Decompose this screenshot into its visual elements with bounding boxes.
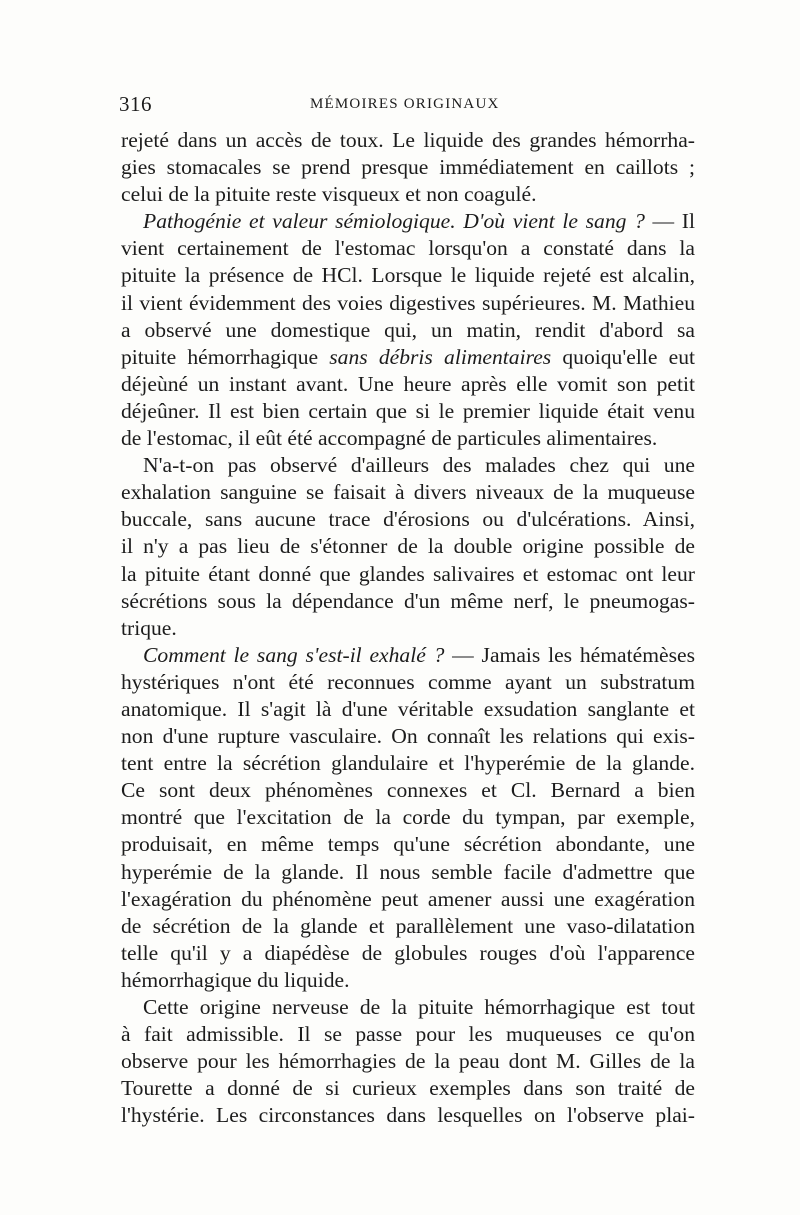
body-text [121,127,695,1129]
text-line: il vient évidemment des voies digestives supérieures. M. Mathieu [121,290,695,315]
text-line [121,642,695,669]
text-line: Tourette a donné de si curieux exemples dans son traité de [121,1076,695,1101]
text-line: de sécrétion de la glande et parallèlement une vaso-dilatation [121,913,695,938]
text-line: non d'une rupture vasculaire. On connaît les relations qui exis- [121,724,695,749]
text-line: observe pour les hémorrhagies de la peau dont M. Gilles de la [121,1049,695,1074]
section-heading-pathogenie: Pathogénie et valeur sémiologique. D'où vient le sang ? [143,209,645,234]
text-line: exhalation sanguine se faisait à divers niveaux de la muqueuse [121,480,695,505]
text-line: à fait admissible. Il se passe pour les muqueuses ce qu'on [121,1022,695,1047]
text-line: anatomique. Il s'agit là d'une véritable exsudation sanglante et [121,696,695,721]
text-line: déjeùné un instant avant. Une heure après elle vomit son petit [121,371,695,396]
section-heading-comment: Comment le sang s'est-il exhalé ? [143,642,445,667]
italic-phrase: sans débris alimentaires [329,344,552,369]
running-title: MÉMOIRES ORIGINAUX [310,96,500,112]
page-number: 316 [119,92,152,116]
text-line: Ce sont deux phénomènes connexes et Cl. Bernard a bien [121,778,695,803]
text-fragment: — Jamais les hématémèses [444,642,695,667]
text-line: rejeté dans un accès de toux. Le liquide des grandes hémorrha- [121,128,695,152]
text-line: hyperémie de la glande. Il nous semble facile d'admettre que [121,859,695,884]
text-line [121,344,695,371]
text-line: déjeûner. Il est bien certain que si le premier liquide était venu [121,398,695,423]
text-line: l'exagération du phénomène peut amener aussi une exagération [121,886,695,911]
text-line: l'hystérie. Les circonstances dans lesquelles on l'observe plai- [121,1103,695,1128]
text-line: hémorrhagique du liquide. [121,967,350,992]
text-line: pituite la présence de HCl. Lorsque le liquide rejeté est alcalin, [121,263,695,288]
text-line: gies stomacales se prend presque immédiatement en caillots ; [121,155,695,180]
text-line: hystériques n'ont été reconnues comme ayant un substratum [121,669,695,694]
text-line: telle qu'il y a diapédèse de globules rouges d'où l'apparence [121,940,695,965]
text-fragment: quoiqu'elle eut [551,344,695,369]
text-line: celui de la pituite reste visqueux et non coagulé. [121,182,537,207]
text-line: produisait, en même temps qu'une sécrétion abondante, une [121,832,695,857]
running-head [0,92,800,122]
text-line: vient certainement de l'estomac lorsqu'on a constaté dans la [121,236,695,261]
text-line: la pituite étant donné que glandes salivaires et estomac ont leur [121,561,695,586]
text-line: trique. [121,615,177,640]
text-line: montré que l'excitation de la corde du tympan, par exemple, [121,805,695,830]
text-line: tent entre la sécrétion glandulaire et l'hyperémie de la glande. [121,751,695,776]
text-fragment: pituite hémorrhagique [121,344,330,369]
text-line: Cette origine nerveuse de la pituite hémorrhagique est tout [143,995,695,1019]
text-line: de l'estomac, il eût été accompagné de particules alimentaires. [121,426,658,451]
text-line: buccale, sans aucune trace d'érosions ou d'ulcérations. Ainsi, [121,507,695,532]
text-fragment: — Il [644,209,695,234]
text-line: N'a-t-on pas observé d'ailleurs des malades chez qui une [143,453,695,478]
text-line: a observé une domestique qui, un matin, rendit d'abord sa [121,317,695,342]
text-line: il n'y a pas lieu de s'étonner de la double origine possible de [121,534,695,559]
text-line [121,208,695,235]
text-line: sécrétions sous la dépendance d'un même nerf, le pneumogas- [121,588,695,613]
